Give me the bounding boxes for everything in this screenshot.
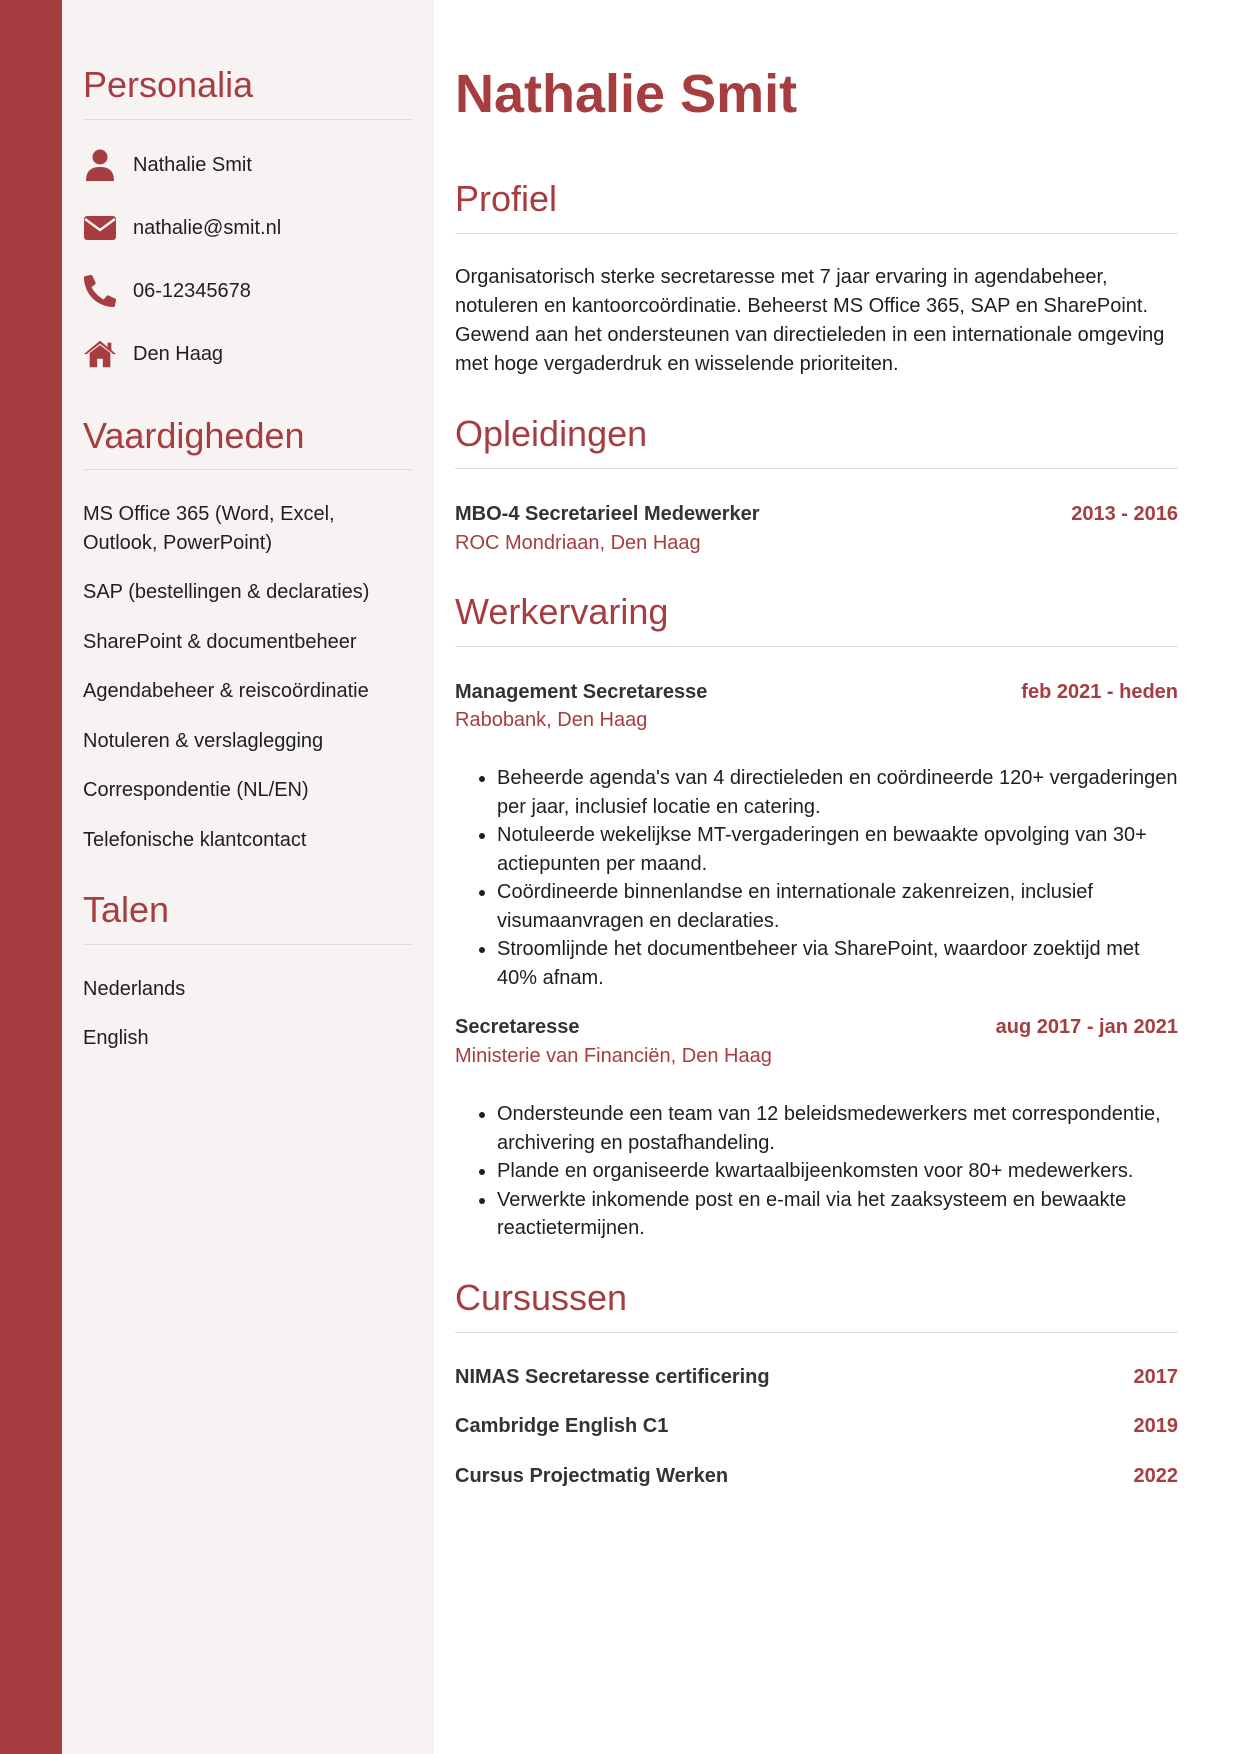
job-bullet: • Stroomlijnde het documentbeheer via SharePoint, waardoor zoektijd met 40% afnam. (497, 935, 1178, 992)
job-date: feb 2021 - heden (1021, 681, 1178, 703)
phone-icon (83, 274, 117, 308)
skill-item: Correspondentie (NL/EN) (83, 779, 309, 801)
profile-divider (455, 233, 1178, 234)
course-title: Cambridge English C1 (455, 1415, 669, 1437)
contact-email (83, 210, 282, 246)
job-bullet: • Ondersteunde een team van 12 beleidsmedewerkers met correspondentie, archivering en postafhandeling. (497, 1100, 1178, 1157)
job-title: Secretaresse (455, 1016, 580, 1038)
course-title: NIMAS Secretaresse certificering (455, 1366, 770, 1388)
profile-text: Organisatorisch sterke secretaresse met 7 jaar ervaring in agendabeheer, notuleren en kantoorcoördinatie. Beheerst MS Office 365, SAP en SharePoint. Gewend aan het ondersteunen van directieleden in een internationale omgeving met hoge vergaderdruk en wisselende prioriteiten. (455, 266, 1165, 375)
skill-item: Telefonische klantcontact (83, 829, 307, 851)
job-title: Management Secretaresse (455, 681, 708, 703)
skill-item: Notuleren & verslaglegging (83, 730, 324, 752)
languages-divider (83, 944, 413, 945)
experience-title: Werkervaring (455, 591, 669, 632)
job-bullets (455, 764, 1178, 992)
languages-title: Talen (83, 889, 170, 930)
personalia-title: Personalia (83, 64, 254, 105)
job-bullets (455, 1100, 1178, 1243)
contact-email-text[interactable]: nathalie@smit.nl (133, 216, 282, 239)
experience-divider (455, 646, 1178, 647)
skills-divider (83, 469, 413, 470)
user-icon (83, 148, 117, 182)
course-year: 2022 (1133, 1465, 1178, 1487)
contact-name (83, 147, 252, 183)
education-institution: ROC Mondriaan, Den Haag (455, 532, 701, 554)
education-degree: MBO-4 Secretarieel Medewerker (455, 503, 760, 525)
education-entry (455, 503, 1178, 531)
candidate-name: Nathalie Smit (455, 64, 798, 124)
skill-item: Agendabeheer & reiscoördinatie (83, 680, 369, 702)
job-entry-header (455, 1016, 1178, 1044)
home-icon (83, 337, 117, 371)
skills-title: Vaardigheden (83, 415, 305, 456)
contact-phone (83, 273, 251, 309)
sidebar (62, 0, 434, 1754)
course-year: 2019 (1133, 1415, 1178, 1437)
courses-divider (455, 1332, 1178, 1333)
job-bullet: • Coördineerde binnenlandse en internationale zakenreizen, inclusief visumaanvragen en declaraties. (497, 878, 1178, 935)
skill-item: SAP (bestellingen & declaraties) (83, 581, 370, 603)
job-company: Rabobank, Den Haag (455, 709, 648, 731)
contact-name-text: Nathalie Smit (133, 153, 252, 176)
education-date: 2013 - 2016 (1071, 503, 1178, 525)
course-title: Cursus Projectmatig Werken (455, 1465, 729, 1487)
education-title: Opleidingen (455, 413, 648, 454)
profile-title: Profiel (455, 178, 558, 219)
course-entry (455, 1415, 1178, 1443)
contact-phone-text[interactable]: 06-12345678 (133, 279, 251, 302)
job-date: aug 2017 - jan 2021 (995, 1016, 1178, 1038)
courses-title: Cursussen (455, 1277, 628, 1318)
language-item: English (83, 1027, 149, 1049)
skill-item: MS Office 365 (Word, Excel, Outlook, PowerPoint) (83, 503, 335, 554)
course-entry (455, 1465, 1178, 1493)
course-entry (455, 1366, 1178, 1394)
job-bullet: • Verwerkte inkomende post en e-mail via het zaaksysteem en bewaakte reactietermijnen. (497, 1186, 1178, 1243)
envelope-icon (83, 211, 117, 245)
contact-location-text: Den Haag (133, 342, 224, 365)
course-year: 2017 (1133, 1366, 1178, 1388)
education-divider (455, 468, 1178, 469)
main-content (434, 0, 1241, 1754)
language-item: Nederlands (83, 978, 186, 1000)
skill-item: SharePoint & documentbeheer (83, 631, 357, 653)
job-bullet: • Plande en organiseerde kwartaalbijeenkomsten voor 80+ medewerkers. (497, 1157, 1178, 1186)
accent-bar (0, 0, 62, 1754)
job-company: Ministerie van Financiën, Den Haag (455, 1045, 772, 1067)
contact-location (83, 336, 224, 372)
job-bullet: • Beheerde agenda's van 4 directieleden en coördineerde 120+ vergaderingen per jaar, inclusief locatie en catering. (497, 764, 1178, 821)
job-bullet: • Notuleerde wekelijkse MT-vergaderingen en bewaakte opvolging van 30+ actiepunten per maand. (497, 821, 1178, 878)
job-entry-header (455, 681, 1178, 709)
personalia-divider (83, 119, 413, 120)
